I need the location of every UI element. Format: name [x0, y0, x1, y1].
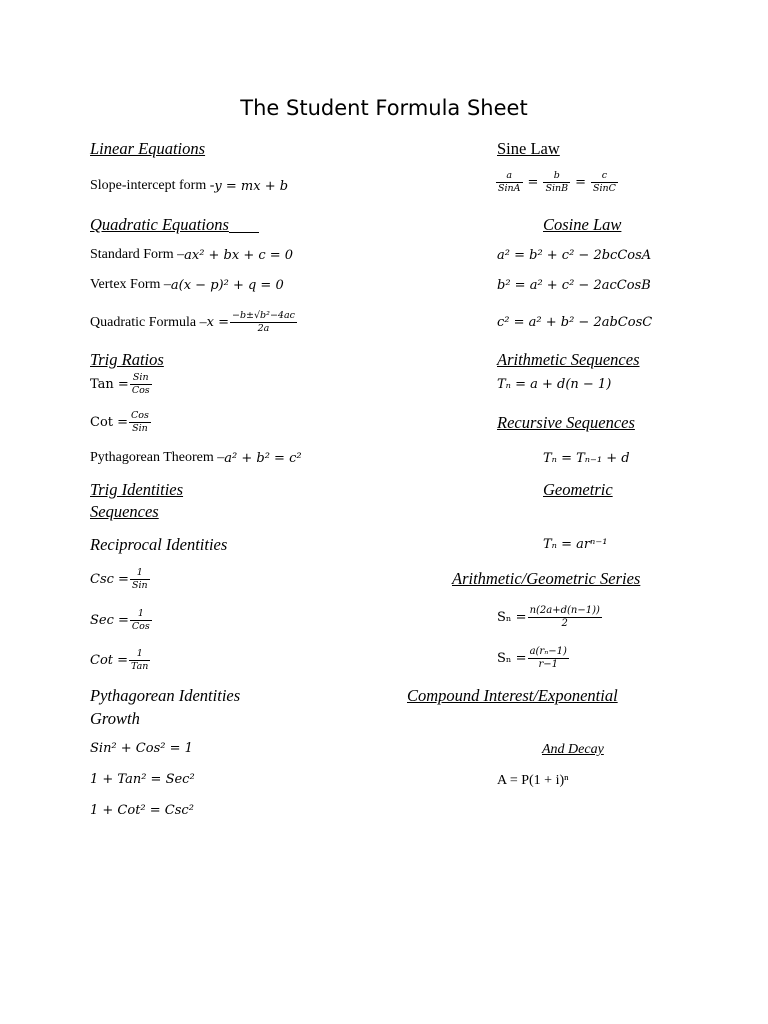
quadratic-equations-heading: Quadratic Equations	[90, 215, 229, 234]
pythagorean-theorem-label: Pythagorean Theorem –	[90, 450, 225, 465]
cot-lhs: Cot =	[90, 415, 129, 430]
sec-row	[90, 608, 153, 633]
sine-law-num-a: a	[496, 170, 523, 183]
page-title: The Student Formula Sheet	[240, 96, 528, 120]
arithmetic-series-numerator: n(2a+d(n−1))	[529, 605, 600, 616]
quadratic-formula-numerator: −b±√b²−4ac	[232, 310, 295, 321]
cot-reciprocal-fraction	[129, 648, 150, 673]
sine-law-fraction-a	[496, 170, 523, 195]
standard-form-row	[90, 247, 293, 263]
geometric-series-lhs: Sₙ =	[497, 651, 527, 666]
sine-law-fraction-c	[591, 170, 618, 195]
geometric-heading: Geometric	[543, 480, 613, 499]
csc-lhs: Csc =	[90, 572, 129, 587]
csc-numerator: 1	[130, 567, 150, 580]
sine-law-heading: Sine Law	[497, 139, 560, 158]
sine-law-formula	[495, 170, 619, 195]
heading-underline-extension	[229, 231, 259, 233]
sine-law-equals-2: =	[575, 175, 586, 190]
cot-reciprocal-denominator: Tan	[131, 661, 149, 672]
recursive-sequences-heading: Recursive Sequences	[497, 413, 635, 432]
trig-identities-heading: Trig Identities	[90, 480, 184, 499]
slope-intercept-formula: y = mx + b	[214, 178, 289, 194]
sec-fraction	[130, 608, 152, 633]
sine-law-den-b: SinB	[545, 183, 569, 194]
sine-law-den-c: SinC	[593, 183, 616, 194]
arithmetic-series-row	[497, 605, 603, 630]
pythagorean-identities-heading: Pythagorean Identities	[90, 686, 241, 705]
sec-lhs: Sec =	[90, 613, 129, 628]
compound-interest-formula: A = P(1 + i)ⁿ	[497, 773, 569, 788]
csc-denominator: Sin	[131, 580, 148, 591]
and-decay-heading: And Decay	[542, 742, 604, 757]
sec-numerator: 1	[130, 608, 152, 621]
pythagorean-identity-1: Sin² + Cos² = 1	[90, 741, 193, 756]
cosine-law-formula-1: a² = b² + c² − 2bcCosA	[497, 248, 652, 263]
quadratic-formula-row	[90, 310, 298, 335]
quadratic-formula-label: Quadratic Formula –	[90, 314, 207, 330]
sine-law-equals-1: =	[527, 175, 539, 190]
geometric-series-row	[497, 646, 570, 671]
sequences-heading: Sequences	[90, 502, 159, 521]
reciprocal-identities-heading: Reciprocal Identities	[90, 535, 228, 554]
csc-fraction	[130, 567, 150, 592]
standard-form-formula: ax² + bx + c = 0	[184, 247, 294, 263]
vertex-form-row	[90, 277, 284, 293]
tan-fraction	[130, 372, 152, 397]
cosine-law-formula-2: b² = a² + c² − 2acCosB	[497, 278, 651, 293]
sine-law-den-a: SinA	[498, 183, 521, 194]
arithmetic-series-lhs: Sₙ =	[497, 610, 527, 625]
vertex-form-label: Vertex Form –	[90, 277, 171, 292]
quadratic-formula-lhs: x =	[206, 315, 229, 330]
cot-reciprocal-numerator: 1	[129, 648, 150, 661]
quadratic-formula-fraction	[230, 310, 297, 335]
cot-numerator: Cos	[131, 410, 149, 421]
compound-interest-heading: Compound Interest/Exponential	[407, 686, 618, 705]
arithmetic-geometric-series-heading: Arithmetic/Geometric Series	[452, 569, 641, 588]
csc-row	[90, 567, 151, 592]
geometric-series-fraction	[528, 646, 569, 671]
standard-form-label: Standard Form –	[90, 247, 185, 262]
quadratic-heading-wrap	[90, 215, 259, 235]
sine-law-num-c: c	[591, 170, 618, 183]
trig-ratios-heading: Trig Ratios	[90, 350, 164, 369]
growth-heading: Growth	[90, 709, 140, 728]
tan-ratio-row	[90, 372, 153, 397]
recursive-sequence-formula: Tₙ = Tₙ₋₁ + d	[543, 451, 630, 466]
linear-equations-heading: Linear Equations	[90, 139, 206, 158]
slope-intercept-label: Slope-intercept form -	[90, 178, 215, 193]
pythagorean-theorem-formula: a² + b² = c²	[224, 450, 302, 466]
slope-intercept-row	[90, 178, 288, 194]
quadratic-formula-denominator: 2a	[257, 323, 270, 334]
geometric-sequence-formula: Tₙ = arⁿ⁻¹	[543, 537, 608, 552]
tan-lhs: Tan =	[90, 377, 129, 392]
geometric-series-numerator: a(rₙ−1)	[529, 646, 567, 657]
geometric-series-denominator: r−1	[538, 659, 558, 670]
cot-fraction	[129, 410, 151, 435]
tan-numerator: Sin	[130, 372, 152, 385]
cot-reciprocal-lhs: Cot =	[90, 653, 129, 668]
cosine-law-formula-3: c² = a² + b² − 2abCosC	[497, 315, 653, 330]
cot-ratio-row	[90, 410, 152, 435]
cot-denominator: Sin	[132, 423, 148, 434]
sine-law-fraction-b	[543, 170, 570, 195]
pythagorean-identity-3: 1 + Cot² = Csc²	[90, 803, 194, 818]
vertex-form-formula: a(x − p)² + q = 0	[170, 277, 284, 293]
arithmetic-sequences-heading: Arithmetic Sequences	[497, 350, 640, 369]
arithmetic-series-denominator: 2	[561, 618, 568, 629]
arithmetic-series-fraction	[528, 605, 602, 630]
pythagorean-theorem-row	[90, 450, 302, 466]
cot-reciprocal-row	[90, 648, 151, 673]
arithmetic-sequence-formula: Tₙ = a + d(n − 1)	[497, 377, 612, 392]
pythagorean-identity-2: 1 + Tan² = Sec²	[90, 772, 195, 787]
sec-denominator: Cos	[131, 621, 150, 632]
cosine-law-heading: Cosine Law	[543, 215, 622, 234]
tan-denominator: Cos	[131, 385, 150, 396]
sine-law-num-b: b	[543, 170, 570, 183]
